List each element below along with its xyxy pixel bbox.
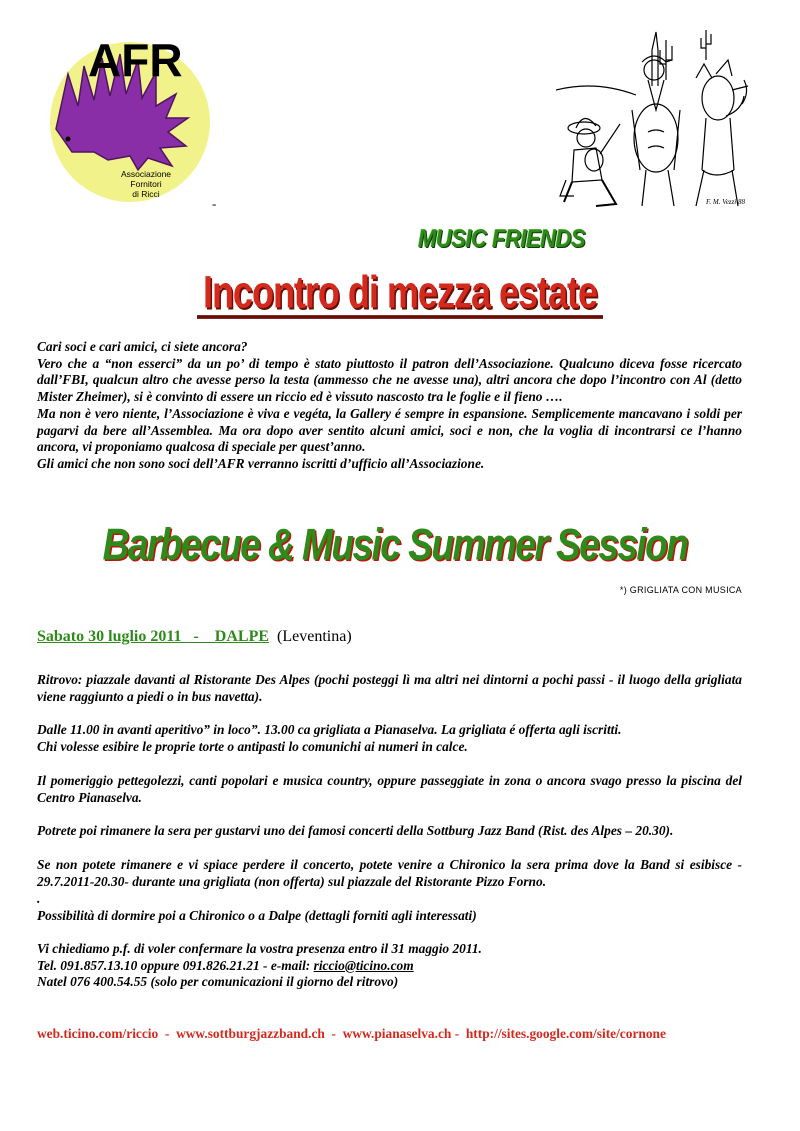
logo-caption-3: di Ricci xyxy=(132,189,160,199)
schedule-line-1: Dalle 11.00 in avanti aperitivo” in loco”. 13.00 ca grigliata a Pianaselva. La grigliata é offerta agli iscritti. xyxy=(37,722,622,737)
confirmation-line-1: Vi chiediamo p.f. di voler confermare la vostra presenza entro il 31 maggio 2011. xyxy=(37,941,482,956)
event-region: (Leventina) xyxy=(277,628,352,645)
schedule-paragraph xyxy=(37,722,742,755)
contact-phones: Tel. 091.857.13.10 oppure 091.826.21.21 - e-mail: xyxy=(37,957,314,973)
logo-caption-1: Associazione xyxy=(120,169,172,179)
event-date-line xyxy=(37,628,352,646)
illustration-signature: F. M. Vezzi 88 xyxy=(706,198,745,206)
confirmation-section xyxy=(37,941,742,991)
footer-links[interactable]: web.ticino.com/riccio - www.sottburgjazzband.ch - www.pianaselva.ch - http://sites.google.com/site/cornone xyxy=(37,1026,666,1041)
confirmation-line-2 xyxy=(37,958,742,975)
afternoon-paragraph: Il pomeriggio pettegolezzi, canti popolari e musica country, oppure passeggiate in zona o ancora svago presso la piscina del Centro Pianaselva. xyxy=(37,773,742,805)
event-date: Sabato 30 luglio 2011 - DALPE xyxy=(37,628,270,645)
email-link[interactable]: riccio@ticino.com xyxy=(313,957,414,973)
intro-section xyxy=(37,339,742,473)
logo-dash: - xyxy=(212,196,217,211)
lodging-paragraph: Possibilità di dormire poi a Chironico o a Dalpe (dettagli forniti agli interessati) xyxy=(37,908,477,923)
logo-caption-2: Fornitori xyxy=(130,179,162,189)
page-title xyxy=(0,266,800,318)
schedule-line-2: Chi volesse esibire le proprie torte o antipasti lo comunichi ai numeri in calce. xyxy=(37,738,468,754)
logo-letters: AFR xyxy=(88,34,183,86)
confirmation-line-3: Natel 076 400.54.55 (solo per comunicazioni il giorno del ritrovo) xyxy=(37,974,399,990)
intro-paragraph-2: Ma non è vero niente, l’Associazione è viva e vegéta, la Gallery é sempre in espansione. Semplicemente mancavano i soldi per pagarvi da bere all’Assemblea. Ma ora dopo aver sentito alcuni amici, soci e non, che la voglia di incontrarsi ce l’hanno ancora, vi proponiamo qualcosa di speciale per quest’anno. xyxy=(37,405,742,455)
intro-paragraph-1: Vero che a “non esserci” da un po’ di tempo è stato piuttosto il patron dell’Associazione. Qualcuno diceva fosse ricercato dall’FBI, qualcun altro che avesse perso la testa (ammesso che ne avesse una), altri ancora che dopo l’incontro con Al (detto Mister Zheimer), si è convinto di essere un riccio ed è vissuto nascosto tra le foglie e il fieno …. xyxy=(37,355,742,405)
page-title-text: Incontro di mezza estate xyxy=(197,270,603,319)
meeting-point-paragraph: Ritrovo: piazzale davanti al Ristorante Des Alpes (pochi posteggi lì ma altri nei dintorni a pochi passi - il luogo della grigliata viene raggiunto a piedi o in bus navetta). xyxy=(37,672,742,704)
separator-dot: . xyxy=(37,891,41,906)
event-title xyxy=(0,519,790,569)
music-friends-title: MUSIC FRIENDS xyxy=(418,224,586,253)
intro-paragraph-3: Gli amici che non sono soci dell’AFR verranno iscritti d’ufficio all’Associazione. xyxy=(37,455,485,471)
event-note: *) GRIGLIATA CON MUSICA xyxy=(619,585,742,595)
cowboy-band-drawing-icon xyxy=(556,20,752,210)
afr-logo xyxy=(38,14,218,204)
evening-paragraph: Potrete poi rimanere la sera per gustarvi uno dei famosi concerti della Sottburg Jazz Band (Rist. des Alpes – 20.30). xyxy=(37,823,674,838)
concert-paragraph: Se non potete rimanere e vi spiace perdere il concerto, potete venire a Chironico la sera prima dove la Band si esibisce - 29.7.2011-20.30- durante una grigliata (non offerta) sul piazzale del Ristorante Pizzo Forno. xyxy=(37,857,742,889)
intro-greeting: Cari soci e cari amici, ci siete ancora? xyxy=(37,339,248,354)
event-title-text: Barbecue & Music Summer Session xyxy=(102,519,688,569)
